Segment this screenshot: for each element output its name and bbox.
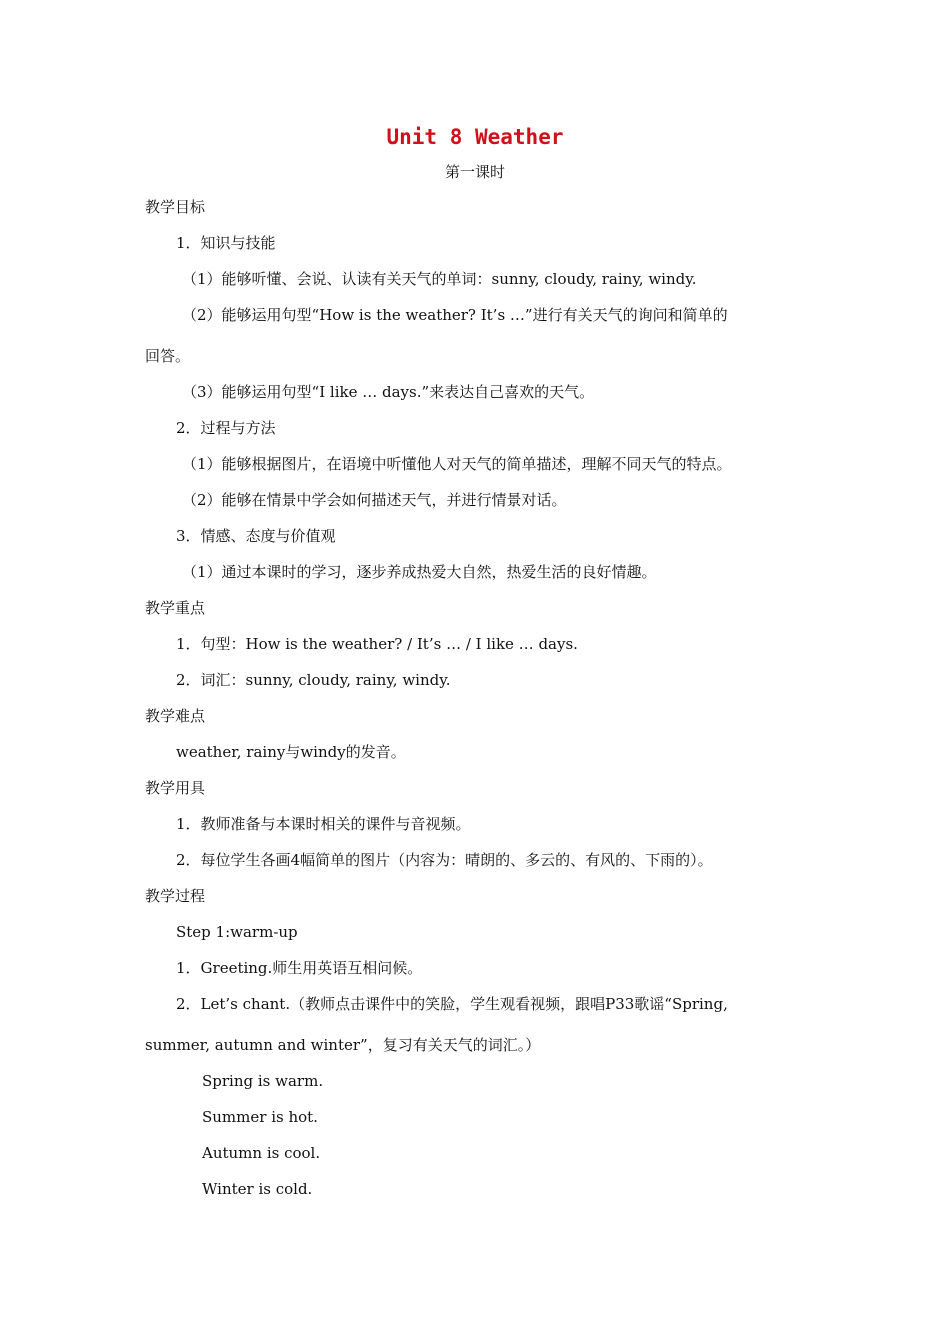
section-heading-difficulties: 教学难点	[145, 707, 206, 725]
objective-subitem: （1）能够听懂、会说、认读有关天气的单词：sunny, cloudy, rainy, windy.	[182, 270, 697, 288]
section-heading-key-points: 教学重点	[145, 599, 206, 617]
objective-subitem: （3）能够运用句型“I like … days.”来表达自己喜欢的天气。	[182, 383, 595, 401]
objective-subitem-continued: 回答。	[145, 347, 191, 365]
objective-subitem: （1）通过本课时的学习，逐步养成热爱大自然，热爱生活的良好情趣。	[182, 563, 657, 581]
objective-subitem: （1）能够根据图片，在语境中听懂他人对天气的简单描述，理解不同天气的特点。	[182, 455, 732, 473]
key-point-item: 2．词汇：sunny, cloudy, rainy, windy.	[176, 671, 451, 689]
chant-line: Spring is warm.	[202, 1072, 324, 1090]
materials-item: 2．每位学生各画4幅简单的图片（内容为：晴朗的、多云的、有风的、下雨的）。	[176, 851, 713, 869]
lesson-subtitle: 第一课时	[444, 163, 505, 181]
objective-item: 1．知识与技能	[176, 234, 276, 252]
process-item: 1．Greeting.师生用英语互相问候。	[176, 959, 423, 977]
process-item: 2．Let’s chant.（教师点击课件中的笑脸，学生观看视频，跟唱P33歌谣“Spring,	[176, 995, 728, 1013]
process-item-continued: summer, autumn and winter”，复习有关天气的词汇。）	[145, 1036, 541, 1054]
section-heading-materials: 教学用具	[145, 779, 206, 797]
objective-item: 3．情感、态度与价值观	[176, 527, 336, 545]
objective-subitem: （2）能够在情景中学会如何描述天气，并进行情景对话。	[182, 491, 567, 509]
section-heading-objectives: 教学目标	[145, 198, 206, 216]
step-heading: Step 1:warm-up	[176, 923, 298, 941]
document-title: Unit 8 Weather	[386, 125, 564, 149]
chant-line: Autumn is cool.	[202, 1144, 321, 1162]
chant-line: Summer is hot.	[202, 1108, 318, 1126]
objective-subitem: （2）能够运用句型“How is the weather? It’s …”进行有关天气的询问和简单的	[182, 306, 728, 324]
section-heading-process: 教学过程	[145, 887, 206, 905]
materials-item: 1．教师准备与本课时相关的课件与音视频。	[176, 815, 471, 833]
chant-line: Winter is cold.	[202, 1180, 313, 1198]
difficulty-item: weather, rainy与windy的发音。	[176, 743, 406, 761]
key-point-item: 1．句型：How is the weather? / It’s … / I like … days.	[176, 635, 578, 653]
objective-item: 2．过程与方法	[176, 419, 276, 437]
